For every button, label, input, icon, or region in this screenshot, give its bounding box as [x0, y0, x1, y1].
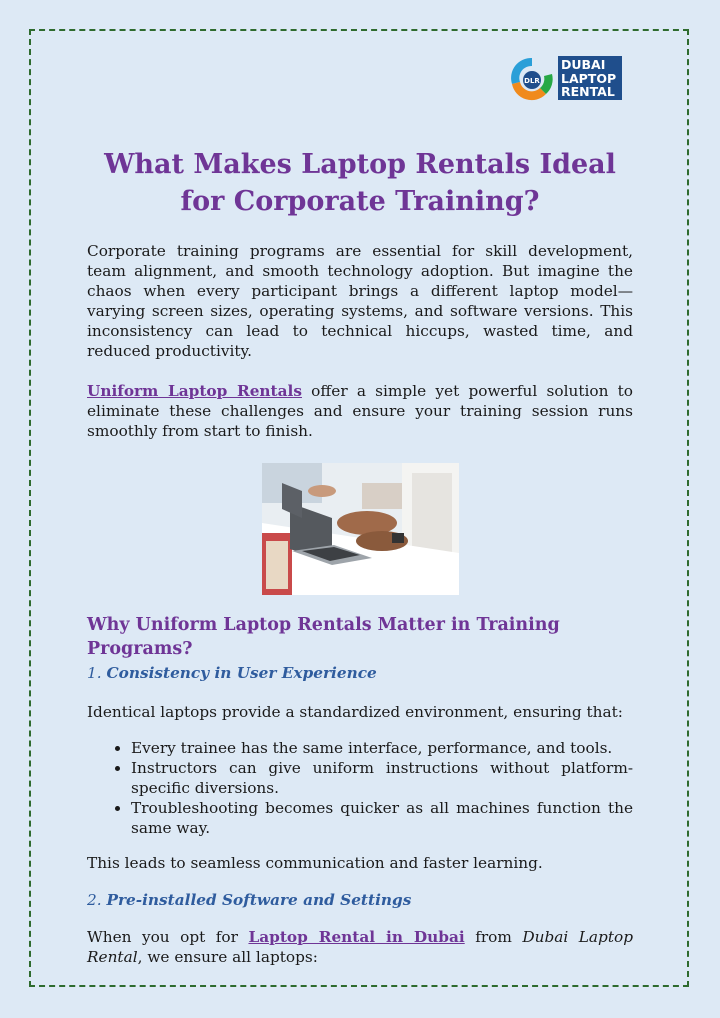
laptop-rental-dubai-link[interactable]: Laptop Rental in Dubai: [248, 928, 465, 946]
solution-text: offer a simple yet powerful solution to eliminate these challenges and ensure your training session runs smoothly from start to finish.: [87, 382, 634, 440]
subheading-number: 2.: [87, 891, 107, 909]
standardized-paragraph: Identical laptops provide a standardized environment, ensuring that:: [87, 703, 623, 721]
subheading-number: 1.: [87, 664, 107, 682]
rental-text: , we ensure all laptops:: [137, 948, 318, 966]
subheading-title: Pre-installed Software and Settings: [106, 891, 412, 909]
list-item: • Every trainee has the same interface, performance, and tools.: [131, 738, 633, 758]
article: [87, 146, 633, 967]
summary-paragraph: This leads to seamless communication and faster learning.: [87, 854, 543, 872]
list-item: • Troubleshooting becomes quicker as all machines function the same way.: [131, 798, 633, 838]
benefits-list: [87, 738, 633, 838]
training-laptops-photo: [262, 463, 459, 595]
subheading-consistency: [87, 661, 633, 685]
solution-paragraph: [87, 381, 633, 441]
subheading-preinstalled: [87, 888, 633, 912]
logo-line: RENTAL: [561, 84, 615, 99]
rental-text: from: [464, 928, 523, 946]
section-heading: Why Uniform Laptop Rentals Matter in Training Programs?: [87, 615, 560, 659]
page-title: What Makes Laptop Rentals Ideal for Corporate Training?: [104, 149, 616, 217]
logo-line: DUBAI: [561, 57, 606, 72]
list-item: • Instructors can give uniform instructions without platform-specific diversions.: [131, 758, 633, 798]
logo-mark-text: DLR: [524, 77, 540, 85]
brand-name: Dubai Laptop Rental: [87, 928, 633, 966]
uniform-laptop-rentals-link[interactable]: Uniform Laptop Rentals: [87, 382, 302, 400]
intro-paragraph: Corporate training programs are essential for skill development, team alignment, and smooth technology adoption. But imagine the chaos when every participant brings a different laptop model—varying screen sizes, operating systems, and software versions. This inconsistency can lead to technical hiccups, wasted time, and reduced productivity.: [87, 242, 633, 360]
logo-line: LAPTOP: [561, 70, 617, 86]
rental-paragraph: [87, 927, 633, 967]
subheading-title: Consistency in User Experience: [106, 664, 377, 682]
company-logo[interactable]: [506, 54, 622, 102]
logo-wordmark: [558, 56, 622, 100]
logo-mark-icon: [506, 54, 558, 102]
rental-text: When you opt for: [87, 928, 249, 946]
